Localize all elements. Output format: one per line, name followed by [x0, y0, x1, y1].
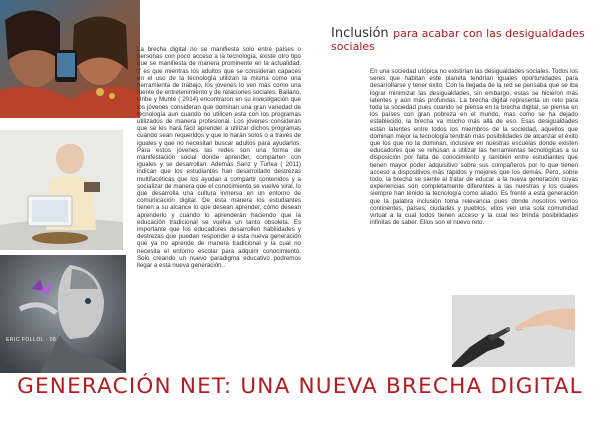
heading-strong: Inclusión [331, 26, 389, 41]
right-text-column [370, 68, 578, 226]
robot-and-human-hands-photo [452, 295, 575, 367]
photo-credit: ERIC FOLLOL · 08 [6, 337, 57, 343]
heading-rest: para acabar con las desigualdades sociales [331, 27, 585, 53]
elderly-woman-with-laptop-photo [0, 130, 123, 250]
two-girls-with-smartphone-photo [0, 0, 140, 118]
left-text-column [137, 46, 301, 269]
cyborg-with-butterfly-photo [0, 255, 126, 373]
page-title: GENERACIÓN NET: UNA NUEVA BRECHA DIGITAL [17, 374, 583, 399]
section-heading [331, 27, 591, 53]
left-paragraph: La brecha digital no se manifiesta solo entre países o personas con poco acceso a la tecnología, existe otro tipo que se manifiesta de manera prominente en la actualidad. Y es que mientras los adultos que se consideran capaces en el uso de la tecnología utilizan la misma como una herramienta de trabajo, los jóvenes lo ven más como una fuente de entretenimiento y de relaciones sociales. Ballano, Uribe y Munté ( 2014) encontraron en su investigación que los jóvenes consideran que dominan una gran variedad de tecnología aun cuando no utilicen esta con los programas utilizados de manera profesional. Los jóvenes consideran que se les hará fácil aprender a utilizar dichos programas cuando sean requeridos y que lo harán solos o a través de iguales y que no necesitan buscar adultos para ayudarlos. Para estos jóvenes las redes son una forma de manifestación social donde aprender, comparten con iguales y se desarrollan. Ademàs Sanz y Turlea ( 2011) indican que los estudiantes han desarrollado destrezas multifacéticas que los ayudan a compartir contenidos y a socializar de manera que el conocimiento se vuelve viral, lo que desarrolla una cultura inmersa en un entorno de comunicación digital. De esta manera los estudiantes tienen a su alcance lo que desean aprender, cómo desean aprenderlo y cuándo lo aprenderán haciendo que la educación tradicional se vuelva un tanto obsoleta. Es importante que los educadores desarrollen habilidades y destrezas que puedan responder a esta nueva generación que ya no aprende de manera tradicional y la cual no necesita el entorno escolar para adquirir conocimiento. Solo creando un nuevo paradigma educativo podremos llegar a esta nueva generación.. [137, 46, 301, 270]
right-paragraph: En una sociedad utópica no existirían las desigualdades sociales. Todos los seres que habitan este planeta tendrían iguales oportunidades para desarrollarse y tener éxito. Con la llegada de la red se pensaba que se iba lograr minimizar las desigualdades, sin embargo, estas se hicieron más latentes y aún más profundas. La brecha digital representa un reto para toda la sociedad pues cuando se piensa en la brecha digital, se piensa en los países con gran pobreza en el mundo, mas como se ha dejado establecido, la brecha va mucho más allá de eso. Esas desigualdades están latentes entre todos los miembros de la sociedad, aquellos que dominan mejor la tecnología tendrán más posibilidades de alcanzar el éxito que los que no la dominan, inclusive en nuestras escuelas donde existen educadores que se rehúsan a utilizar las herramientas tecnológicas a su disposición por falta de conocimiento y también entre estudiantes que tienen mayor poder adquisitivo sobre sus compañeros por lo que tienen acceso a dispositivos más rápidos y mejores que los demás. Pero, sobre todo, la brecha se siente al tratar de educar a la nueva generación cuyas experiencias son completamente diferentes a las nuestras y los cuales siempre han tenido la tecnología como aliado. Es frente a esta generación que la palabra inclusión toma relevancia pues donde nosotros vemos continentes, países, ciudades y pueblos, ellos ven una sola comunidad virtual a la cual todos tienen acceso y la cual les brinda posibilidades infinitas de saber. Ellos son el nuevo reto. [370, 68, 578, 227]
